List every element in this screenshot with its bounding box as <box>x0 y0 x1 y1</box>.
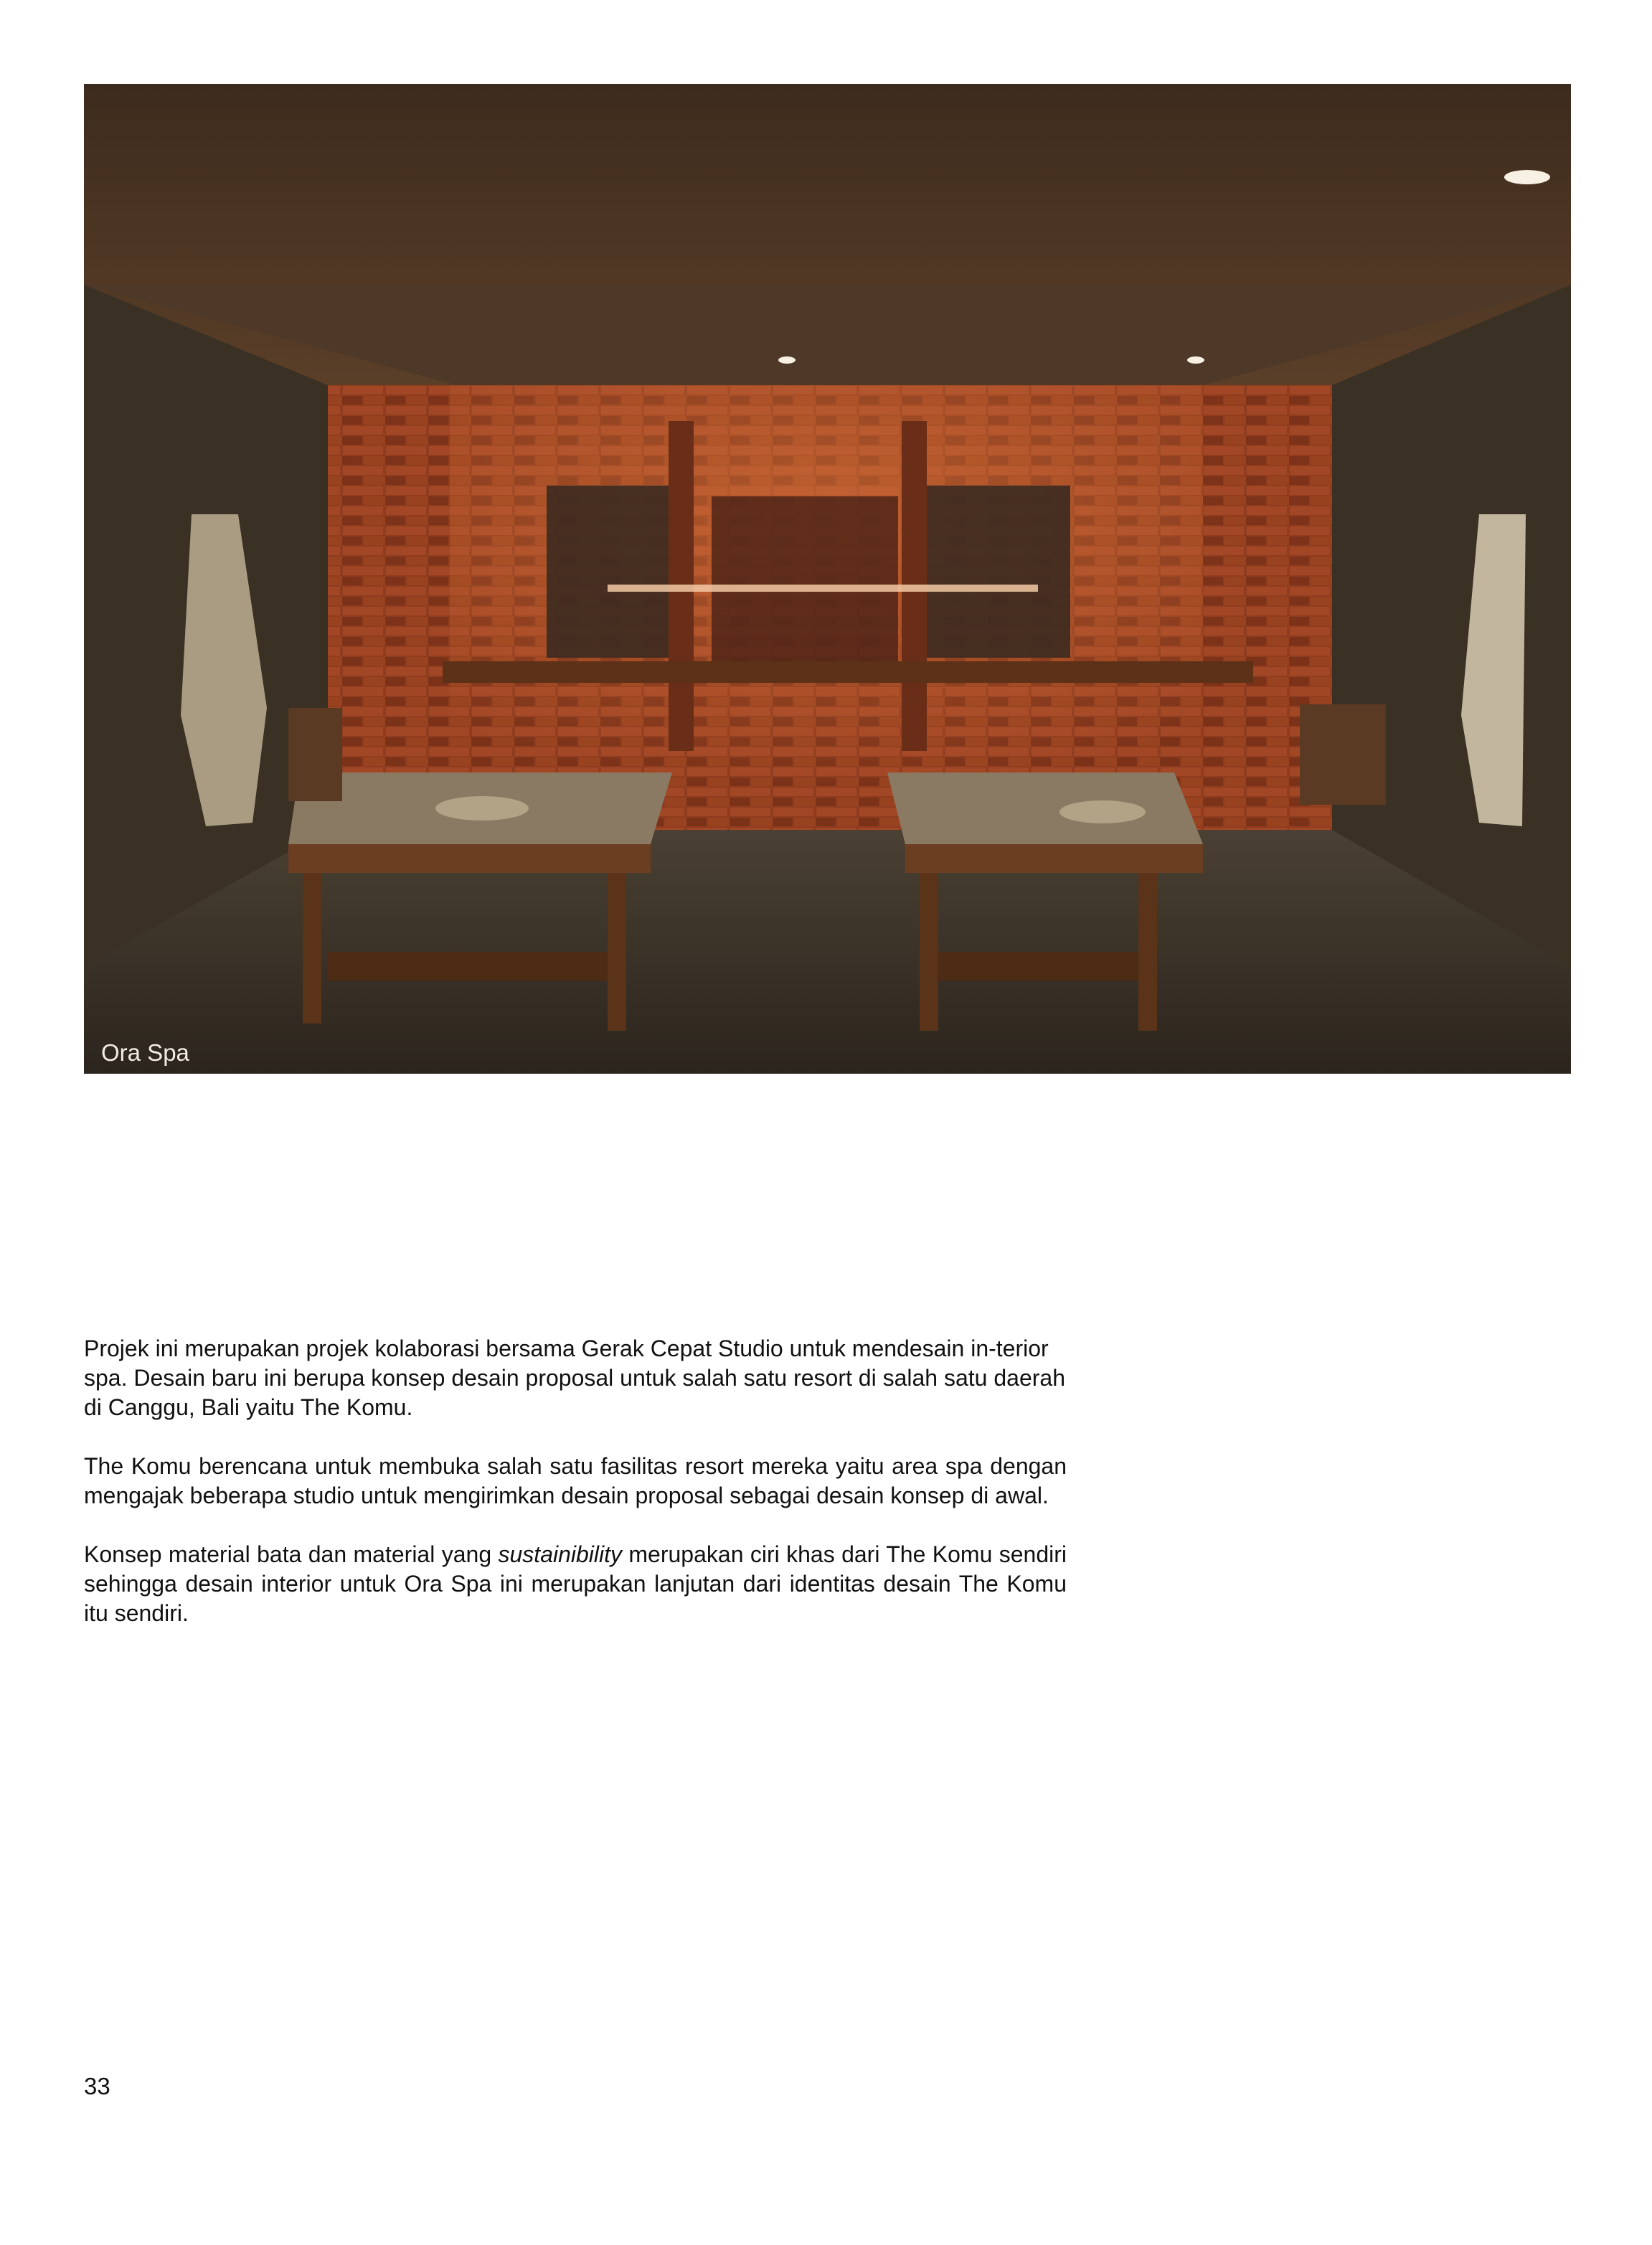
paragraph-3-start: Konsep material bata dan material yang <box>84 1541 499 1567</box>
paragraph-2: The Komu berencana untuk membuka salah satu fasilitas resort mereka yaitu area spa dengan mengajak beberapa studio untuk mengirimkan desain proposal sebagai desain konsep di awal. <box>84 1453 1067 1508</box>
spa-interior-illustration <box>84 84 1571 1074</box>
photo-caption: Ora Spa <box>101 1039 189 1066</box>
paragraph-3-end: merupakan ciri khas dari The Komu sendiri sehingga desain interior untuk Ora Spa ini merupakan lanjutan dari identitas desain The Komu itu sendiri. <box>84 1541 1067 1626</box>
paragraph-3-italic: sustainibility <box>498 1541 623 1567</box>
body-text <box>84 1334 1067 1658</box>
spa-photo <box>84 84 1571 1074</box>
paragraph-3 <box>84 1540 1067 1628</box>
paragraph-1: Projek ini merupakan projek kolaborasi bersama Gerak Cepat Studio untuk mendesain in-terior spa. Desain baru ini berupa konsep desain proposal untuk salah satu resort di salah satu daerah di Canggu, Bali yaitu The Komu. <box>84 1336 1065 1420</box>
page-number: 33 <box>84 2073 110 2099</box>
